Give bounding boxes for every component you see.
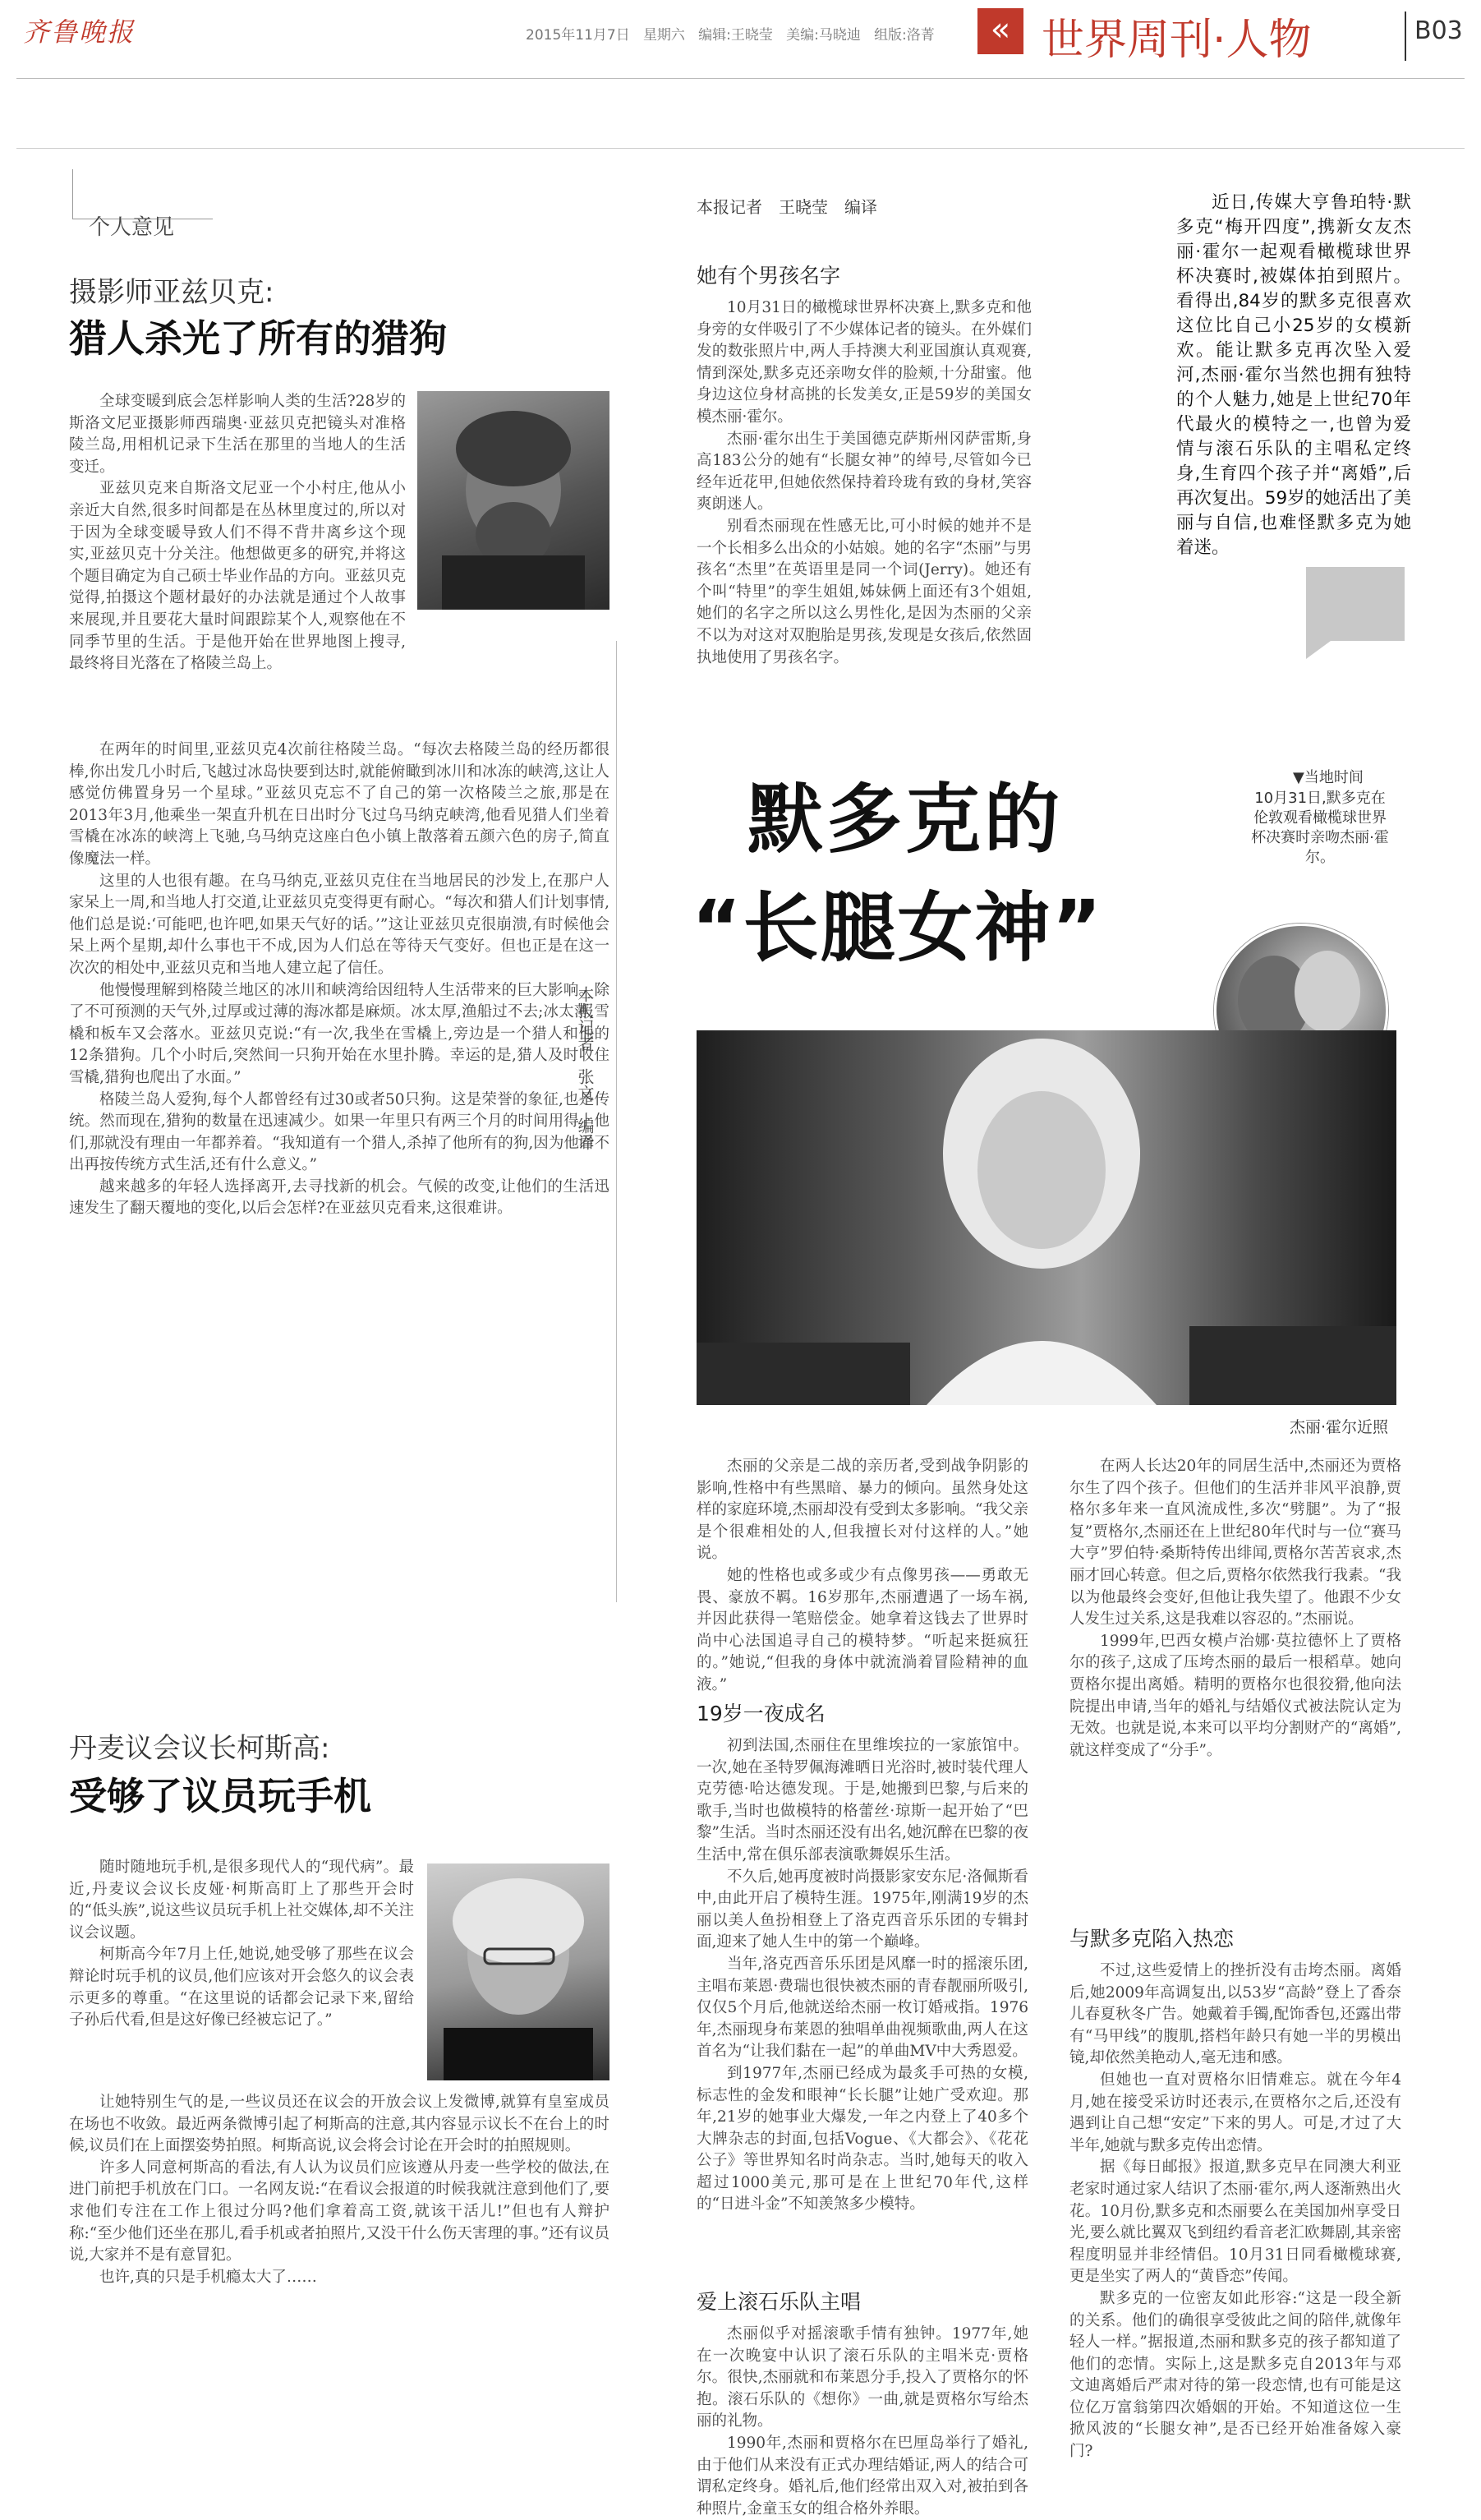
opinion-label: 个人意见 — [89, 215, 175, 240]
section-badge-icon: « — [977, 8, 1023, 54]
newspaper-logo: 齐鲁晚报 — [23, 16, 136, 48]
article1-body — [69, 739, 609, 1643]
issue-info — [526, 23, 935, 44]
feature-paragraph: 杰丽·霍尔出生于美国德克萨斯州冈萨雷斯,身高183公分的她有“长腿女神”的绰号,尽管如今已经年近花甲,但她依然保持着玲珑有致的身材,笑容爽朗迷人。 — [697, 430, 1032, 514]
article2-body-top — [69, 1857, 414, 2032]
section-name: 世界周刊 — [1042, 16, 1213, 65]
article1-body-top — [69, 391, 406, 675]
feature-paragraph: 初到法国,杰丽住在里维埃拉的一家旅馆中。一次,她在圣特罗佩海滩晒日光浴时,被时装代理人克劳德·哈达德发现。于是,她搬到巴黎,与后来的歌手,当时也做模特的格蕾丝·琼斯一起开始了“巴黎”生活。当时杰丽还没有出名,她沉醉在巴黎的夜生活中,常在俱乐部表演歌舞娱乐生活。 — [697, 1737, 1028, 1864]
feature-intro: 近日,传媒大亨鲁珀特·默多克“梅开四度”,携新女友杰丽·霍尔一起观看橄榄球世界杯决赛时,被媒体拍到照片。看得出,84岁的默多克很喜欢这位比自己小25岁的女模新欢。能让默多克再次坠入爱河,杰丽·霍尔当然也拥有独特的个人魅力,她是上世纪70年代最火的模特之一,也曾为爱情与滚石乐队的主唱私定终身,生育四个孩子并“离婚”,后再次复出。59岁的她活出了美丽与自信,也难怪默多克为她着迷。 — [1176, 192, 1411, 558]
article1-kicker: 摄影师亚兹贝克: — [69, 276, 274, 309]
article1-paragraph: 这里的人也很有趣。在乌马纳克,亚兹贝克住在当地居民的沙发上,在那户人家呆上一周,和当地人打交道,让亚兹贝克变得更有耐心。“每次和猎人们计划事情,他们总是说:‘可能吧,也许吧,如果天气好的话。’”这让亚兹贝克很崩溃,有时候他会呆上两个星期,却什么事也干不成,因为人们总在等待天气变好。但也正是在这一次次的相处中,亚兹贝克和当地人建立起了信任。 — [69, 872, 609, 977]
feature-paragraph: 杰丽的父亲是二战的亲历者,受到战争阴影的影响,性格中有些黑暗、暴力的倾向。虽然身处这样的家庭环境,杰丽却没有受到太多影响。“我父亲是个很难相处的人,但我擅长对付这样的人。”她说。 — [697, 1458, 1028, 1563]
feature-paragraph: 她的性格也或多或少有点像男孩——勇敢无畏、豪放不羁。16岁那年,杰丽遭遇了一场车祸,并因此获得一笔赔偿金。她拿着这钱去了世界时尚中心法国追寻自己的模特梦。“听起来挺疯狂的。”她说,“但我的身体中就流淌着冒险精神的血液。” — [697, 1566, 1028, 1693]
feature-paragraph: 1990年,杰丽和贾格尔在巴厘岛举行了婚礼,由于他们从来没有正式办理结婚证,两人的结合可谓私定终身。婚礼后,他们经常出双入对,被拍到各种照片,金童玉女的组合格外养眼。 — [697, 2434, 1028, 2518]
article2-body — [69, 2092, 609, 2478]
feature-section-4-body — [1069, 1960, 1401, 2498]
feature-section-3-body — [697, 2324, 1028, 2518]
section-title — [1042, 5, 1312, 67]
article2-title: 受够了议员玩手机 — [69, 1774, 371, 1818]
photographer-portrait — [417, 391, 609, 610]
article1-title: 猎人杀光了所有的猎狗 — [69, 316, 447, 361]
article2-paragraph: 让她特别生气的是,一些议员还在议会的开放会议上发微博,就算有皇室成员在场也不收敛。最近两条微博引起了柯斯高的注意,其内容显示议长不在台上的时候,议员们在上面摆姿势拍照。柯斯高说,议会将会讨论在开会时的拍照规则。 — [69, 2094, 609, 2155]
feature-headline-line2: “长腿女神” — [692, 884, 1103, 972]
feature-paragraph: 据《每日邮报》报道,默多克早在同澳大利亚老家时通过家人结识了杰丽·霍尔,两人逐渐熟出火花。10月份,默多克和杰丽要么在美国加州享受日光,要么就比翼双飞到纽约看音老汇欧舞剧,其亲密程度明显并非经情侣。10月31日同看橄榄球赛,更是坐实了两人的“黄昏恋”传闻。 — [1069, 2158, 1401, 2286]
feature-section-2-body — [697, 1735, 1028, 2261]
feature-paragraph: 但她也一直对贾格尔旧情难忘。就在今年4月,她在接受采访时还表示,在贾格尔之后,还没有遇到让自己想“安定”下来的男人。可是,才过了大半年,她就与默多克传出恋情。 — [1069, 2071, 1401, 2154]
section-heading-2: 19岁一夜成名 — [697, 1702, 826, 1725]
portrait-figure-icon — [427, 1864, 609, 2080]
article1-paragraph: 越来越多的年轻人选择离开,去寻找新的机会。气候的改变,让他们的生活迅速发生了翻天覆地的变化,以后会怎样?在亚兹贝克看来,这很难讲。 — [69, 1177, 609, 1218]
feature-paragraph: 别看杰丽现在性感无比,可小时候的她并不是一个长相多么出众的小姑娘。她的名字“杰丽”与男孩名“杰里”在英语里是同一个词(Jerry)。她还有个叫“特里”的孪生姐姐,姊妹俩上面还有3个姐姐,她们的名字之所以这么男性化,是因为杰丽的父亲不以为对这对双胞胎是男孩,发现是女孩后,依然固执地使用了男孩名字。 — [697, 517, 1032, 666]
section-dot: · — [1212, 16, 1226, 65]
photo-caption: 杰丽·霍尔近照 — [1290, 1418, 1389, 1436]
column-divider — [616, 641, 617, 1602]
issue-date: 2015年11月7日 — [526, 27, 630, 44]
section-heading-3: 爱上滚石乐队主唱 — [697, 2290, 862, 2314]
layout-credit: 组版:洛菁 — [874, 27, 935, 44]
inset-caption-head: ▼当地时间 — [1293, 769, 1364, 786]
feature-paragraph: 当年,洛克西音乐乐团是风靡一时的摇滚乐团,主唱布莱恩·费瑞也很快被杰丽的青春靓丽所吸引,仅仅5个月后,他就送给杰丽一枚订婚戒指。1976年,杰丽现身布莱恩的独唱单曲视频歌曲,两人在这首名为“让我们黏在一起”的单曲MV中大秀恩爱。 — [697, 1955, 1028, 2061]
feature-paragraph: 1999年,巴西女模卢治娜·莫拉德怀上了贾格尔的孩子,这成了压垮杰丽的最后一根稻草。她向贾格尔提出离婚。精明的贾格尔也很狡猾,他向法院提出申请,当年的婚礼与结婚仪式被法院认定为无效。也就是说,本来可以平均分割财产的“离婚”,就这样变成了“分手”。 — [1069, 1632, 1401, 1759]
article2-paragraph: 柯斯高今年7月上任,她说,她受够了那些在议会辩论时玩手机的议员,他们应该对开会悠久的议会表示更多的尊重。“在这里说的话都会记录下来,留给子孙后代看,但是这好像已经被忘记了。” — [69, 1946, 414, 2029]
jerry-hall-photo — [697, 1030, 1396, 1405]
quote-bubble-icon — [1306, 567, 1405, 641]
article2-paragraph: 随时随地玩手机,是很多现代人的“现代病”。最近,丹麦议会议长皮娅·柯斯高盯上了那些开会时的“低头族”,说这些议员玩手机上社交媒体,却不关注议会议题。 — [69, 1859, 414, 1942]
section-heading-4: 与默多克陷入热恋 — [1069, 1927, 1235, 1951]
feature-paragraph: 到1977年,杰丽已经成为最炙手可热的女模,标志性的金发和眼神“长长腿”让她广受欢迎。那年,21岁的她事业大爆发,一年之内登上了40多个大牌杂志的封面,包括Vogue、《大都会》、《花花公子》等世界知名时尚杂志。当时,她每天的收入超过1000美元,那可是在上世纪70年代,这样的“日进斗金”不知羡煞多少模特。 — [697, 2064, 1028, 2214]
portrait-figure-icon — [417, 391, 609, 610]
feature-paragraph: 不过,这些爱情上的挫折没有击垮杰丽。离婚后,她2009年高调复出,以53岁“高龄”登上了香奈儿春夏秋冬广告。她戴着手镯,配饰香包,还露出带有“马甲线”的腹肌,搭档年龄只有她一半的男模出镜,却依然美艳动人,毫无违和感。 — [1069, 1962, 1401, 2067]
editor-credit: 编辑:王晓莹 — [698, 27, 773, 44]
article2-paragraph: 也许,真的只是手机瘾太大了…… — [99, 2268, 317, 2286]
article2-kicker: 丹麦议会议长柯斯高: — [69, 1732, 330, 1765]
masthead — [0, 0, 1481, 78]
subsection-name: 人物 — [1226, 16, 1312, 65]
article1-paragraph: 亚兹贝克来自斯洛文尼亚一个小村庄,他从小亲近大自然,很多时间都是在丛林里度过的,所以对于因为全球变暖导致人们不得不背井离乡这个现实,亚兹贝克十分关注。他想做更多的研究,并将这个题目确定为自己硕士毕业作品的方向。亚兹贝克觉得,拍摄这个题材最好的办法就是通过个人故事来展现,并且要花大量时间跟踪某个人,观察他在不同季节里的生活。于是他开始在世界地图上搜寻,最终将目光落在了格陵兰岛上。 — [69, 480, 406, 673]
feature-paragraph: 在两人长达20年的同居生活中,杰丽还为贾格尔生了四个孩子。但他们的生活并非风平浪静,贾格尔多年来一直风流成性,多次“劈腿”。为了“报复”贾格尔,杰丽还在上世纪80年代时与一位“赛马大亨”罗伯特·桑斯特传出绯闻,贾格尔苦苦哀求,杰丽才回心转意。但之后,贾格尔依然我行我素。“我以为他最终会变好,但他让我失望了。他跟不少女人发生过关系,这是我难以容忍的。”杰丽说。 — [1069, 1458, 1401, 1629]
article1-byline: 本报记者 张文 编译 — [575, 986, 595, 1150]
page-number: B03 — [1414, 16, 1463, 45]
feature-byline: 本报记者 王晓莹 编译 — [697, 197, 877, 217]
portrait-figure-icon — [697, 1030, 1396, 1405]
article1-paragraph: 在两年的时间里,亚兹贝克4次前往格陵兰岛。“每次去格陵兰岛的经历都很棒,你出发几小时后,飞越过冰岛快要到达时,就能俯瞰到冰川和冰冻的峡湾,这让人感觉仿佛置身另一个星球。”亚兹贝克忘不了自己的第一次格陵兰之旅,那是在2013年3月,他乘坐一架直升机在日出时分飞过乌马纳克峡湾,他看见猎人们坐着雪橇在冰冻的峡湾上飞驰,乌马纳克这座白色小镇上散落着五颜六色的房子,简直像魔法一样。 — [69, 741, 609, 868]
designer-credit: 美编:马晓迪 — [786, 27, 861, 44]
feature-section-1-body — [697, 297, 1032, 725]
masthead-divider — [1405, 12, 1406, 61]
masthead-rule — [16, 78, 1465, 79]
issue-weekday: 星期六 — [642, 27, 685, 44]
section-heading-1: 她有个男孩名字 — [697, 264, 841, 288]
article1-paragraph: 全球变暖到底会怎样影响人类的生活?28岁的斯洛文尼亚摄影师西瑞奥·亚兹贝克把镜头对准格陵兰岛,用相机记录下生活在那里的当地人的生活变迁。 — [69, 393, 406, 476]
page-top-rule — [16, 148, 1465, 149]
article1-paragraph: 他慢慢理解到格陵兰地区的冰川和峡湾给因纽特人生活带来的巨大影响。除了不可预测的天气外,过厚或过薄的海冰都是麻烦。冰太厚,渔船过不去;冰太薄,雪橇和板车又会落水。亚兹贝克说:“有一次,我坐在雪橇上,旁边是一个猎人和他的12条猎狗。几个小时后,突然间一只狗开始在水里扑腾。幸运的是,猎人及时收住雪橇,猎狗也爬出了水面。” — [69, 981, 609, 1086]
article1-paragraph: 格陵兰岛人爱狗,每个人都曾经有过30或者50只狗。这是荣誉的象征,也是传统。然而现在,猎狗的数量在迅速减少。如果一年里只有两三个月的时间用得上他们,那就没有理由一年都养着。“我知道有一个猎人,杀掉了他所有的狗,因为他看不出再按传统方式生活,还有什么意义。” — [69, 1090, 609, 1174]
feature-col-a — [697, 1456, 1028, 1693]
inset-caption: 10月31日,默多克在伦敦观看橄榄球世界杯决赛时亲吻杰丽·霍尔。 — [1251, 790, 1389, 866]
feature-paragraph: 杰丽似乎对摇滚歌手情有独钟。1977年,她在一次晚宴中认识了滚石乐队的主唱米克·贾格尔。很快,杰丽就和布莱恩分手,投入了贾格尔的怀抱。滚石乐队的《想你》一曲,就是贾格尔写给杰丽的礼物。 — [697, 2325, 1028, 2430]
feature-paragraph: 10月31日的橄榄球世界杯决赛上,默多克和他身旁的女伴吸引了不少媒体记者的镜头。在外媒们发的数张照片中,两人手持澳大利亚国旗认真观赛,情到深处,默多克还亲吻女伴的脸颊,十分甜蜜。他身边这位身材高挑的长发美女,正是59岁的美国女模杰丽·霍尔。 — [697, 299, 1032, 426]
feature-headline-line1: 默多克的 — [747, 776, 1064, 864]
feature-paragraph: 默多克的一位密友如此形容:“这是一段全新的关系。他们的确很享受彼此之间的陪伴,就像年轻人一样。”据报道,杰丽和默多克的孩子都知道了他们的恋情。实际上,这是默多克自2013年与邓文迪离婚后严肃对待的第一段恋情,也有可能是这位亿万富翁第四次婚姻的开始。不知道这位一生掀风波的“长腿女神”,是否已经开始准备嫁入豪门? — [1069, 2289, 1401, 2461]
speaker-portrait — [427, 1864, 609, 2080]
feature-col-b — [1069, 1456, 1401, 1900]
feature-paragraph: 不久后,她再度被时尚摄影家安东尼·洛佩斯看中,由此开启了模特生涯。1975年,刚满19岁的杰丽以美人鱼扮相登上了洛克西音乐乐团的专辑封面,迎来了她人生中的第一个巅峰。 — [697, 1868, 1028, 1951]
article2-paragraph: 许多人同意柯斯高的看法,有人认为议员们应该遵从丹麦一些学校的做法,在进门前把手机放在门口。一名网友说:“在看议会报道的时候我就注意到他们了,要求他们专注在工作上很过分吗?他们拿着高工资,就该干活儿!”但也有人辩护称:“至少他们还坐在那儿,看手机或者拍照片,又没干什么伤天害理的事。”还有议员说,大家并不是有意冒犯。 — [69, 2158, 609, 2264]
